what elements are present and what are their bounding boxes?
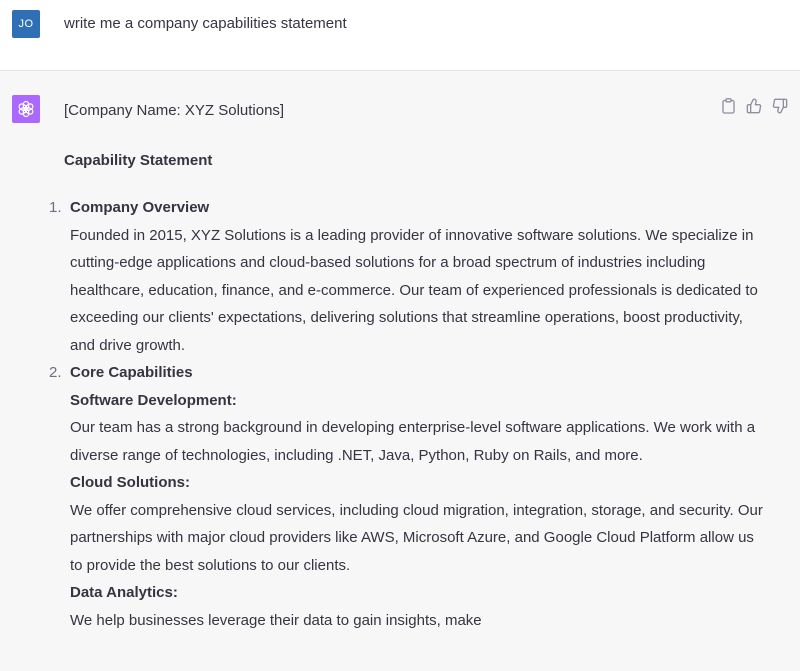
subsection-paragraph: Our team has a strong background in developing enterprise-level software applications. We work with a diverse range of technologies, including .NET, Java, Python, Ruby on Rails, and more.: [70, 419, 756, 464]
user-message-row: [0, 0, 800, 71]
assistant-message-row: [0, 71, 800, 671]
sections-list: [49, 194, 764, 634]
subsection-title: Cloud Solutions:: [70, 474, 190, 491]
user-message-text: write me a company capabilities statement: [64, 15, 347, 32]
list-number: 1.: [49, 199, 62, 216]
subsection-title: Software Development:: [70, 391, 237, 409]
thumbs-down-icon: [772, 98, 788, 114]
list-item: [49, 359, 764, 634]
thumbs-down-button[interactable]: [772, 97, 788, 115]
company-name-line: [Company Name: XYZ Solutions]: [64, 102, 285, 119]
statement-title: Capability Statement: [64, 151, 213, 169]
list-number: 2.: [49, 364, 62, 381]
subsection-title: Data Analytics:: [70, 584, 178, 601]
section-title: Company Overview: [70, 199, 210, 216]
section-paragraph: Founded in 2015, XYZ Solutions is a leading provider of innovative software solutions. We specialize in cutting-edge applications and cloud-based solutions for a broad spectrum of industries including healthcare, education, finance, and e-commerce. Our team of experienced professionals is dedicated to exceeding our clients' expectations, delivering solutions that streamline operations, boost productivity, and drive growth.: [70, 226, 758, 354]
user-avatar: JO: [12, 10, 40, 38]
assistant-message-content: [49, 97, 764, 634]
list-item: [49, 194, 764, 359]
openai-logo-icon: [12, 95, 40, 123]
section-title: Core Capabilities: [70, 364, 193, 381]
subsection-paragraph: We offer comprehensive cloud services, including cloud migration, integration, storage, and security. Our partnerships with major cloud providers like AWS, Microsoft Azure, and Google Cloud Platform allow us to provide the best solutions to our clients.: [70, 501, 763, 574]
subsection-paragraph: We help businesses leverage their data to gain insights, make: [70, 611, 482, 629]
